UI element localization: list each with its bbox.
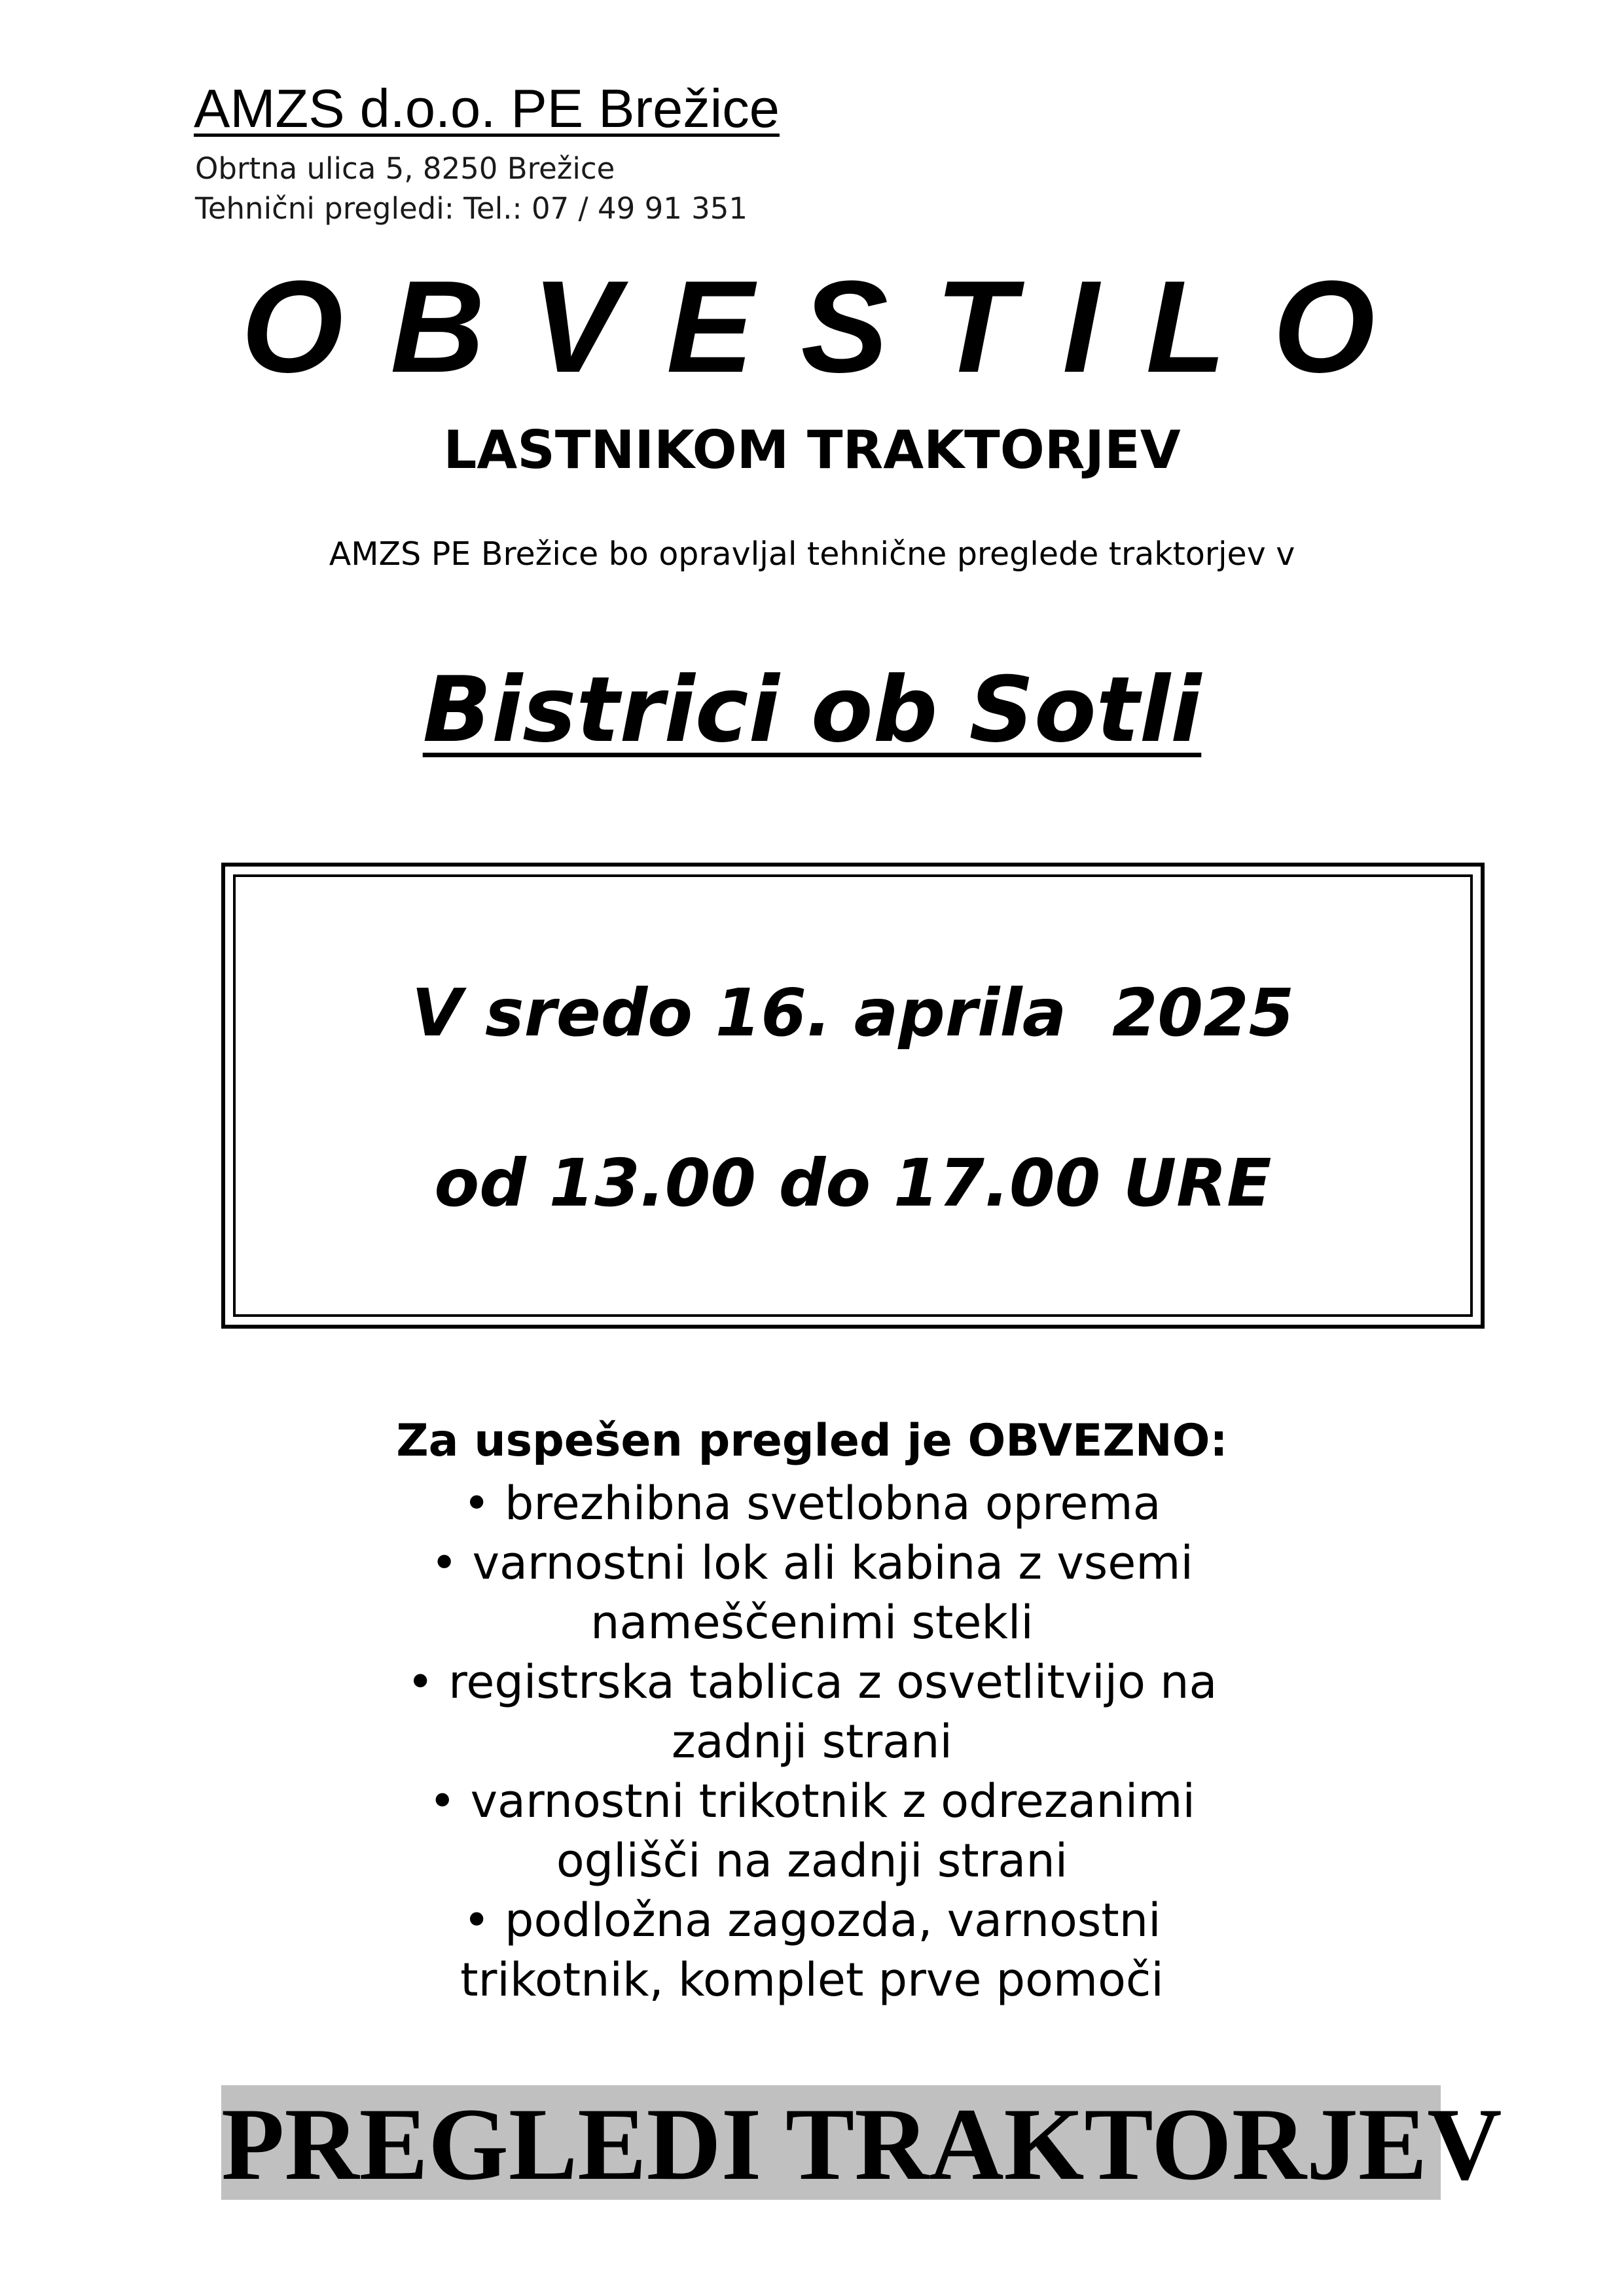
- requirement-line: nameščenimi stekli: [590, 1596, 1034, 1649]
- schedule-time: od 13.00 do 17.00 URE: [434, 1145, 1272, 1221]
- location-name: Bistrici ob Sotli: [422, 657, 1202, 762]
- requirement-line: trikotnik, komplet prve pomoči: [460, 1953, 1164, 2007]
- location-heading: [0, 657, 1624, 762]
- company-phone: Tehnični pregledi: Tel.: 07 / 49 91 351: [195, 191, 748, 226]
- requirement-line: • varnostni trikotnik z odrezanimi: [429, 1774, 1195, 1828]
- requirement-line: • varnostni lok ali kabina z vsemi: [431, 1536, 1193, 1590]
- requirements-heading: Za uspešen pregled je OBVEZNO:: [396, 1415, 1228, 1467]
- schedule-box-inner-border: [233, 874, 1473, 1317]
- notice-subtitle: LASTNIKOM TRAKTORJEV: [443, 420, 1181, 480]
- company-address: Obrtna ulica 5, 8250 Brežice: [195, 151, 615, 186]
- requirement-line: • brezhibna svetlobna oprema: [463, 1477, 1161, 1530]
- requirement-line: zadnji strani: [672, 1715, 952, 1768]
- requirement-line: • podložna zagozda, varnostni: [463, 1893, 1161, 1947]
- company-name: AMZS d.o.o. PE Brežice: [194, 78, 780, 139]
- footer-banner-text: PREGLEDI TRAKTORJEV: [221, 2087, 1502, 2202]
- notice-intro: AMZS PE Brežice bo opravljal tehnične preglede traktorjev v: [329, 535, 1295, 573]
- schedule-box: [221, 863, 1485, 1329]
- schedule-date: V sredo 16. aprila 2025: [411, 975, 1295, 1051]
- requirement-line: oglišči na zadnji strani: [556, 1834, 1068, 1888]
- requirement-line: • registrska tablica z osvetlitvijo na: [406, 1655, 1218, 1709]
- notice-title: OBVESTILO: [241, 254, 1422, 400]
